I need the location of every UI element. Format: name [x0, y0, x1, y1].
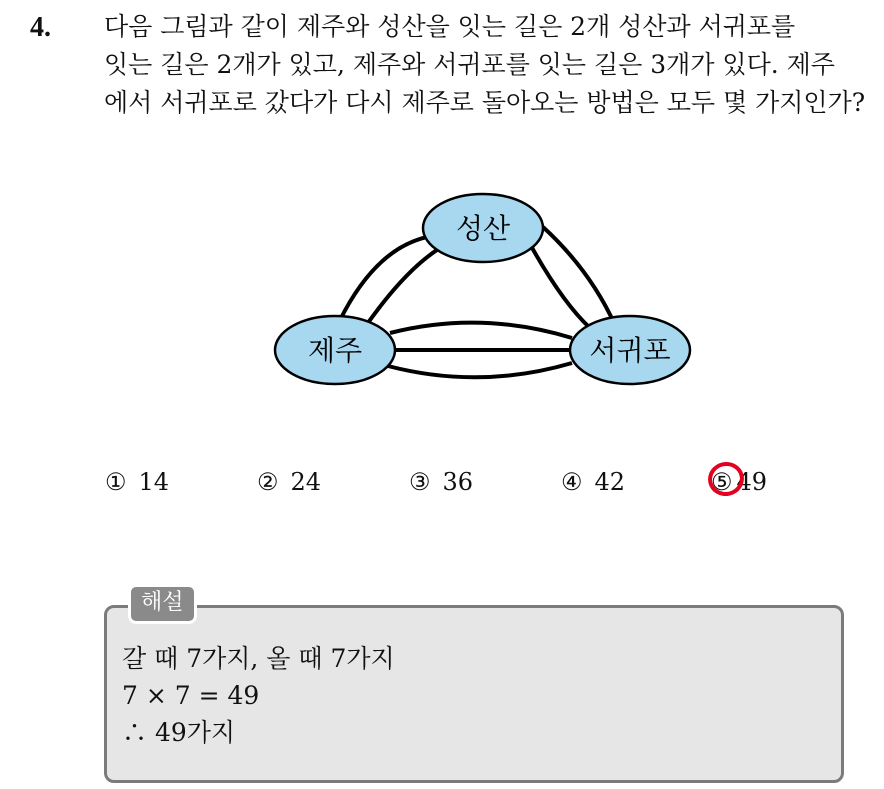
- choice-value: 42: [594, 468, 626, 496]
- choice-1[interactable]: [105, 468, 169, 496]
- solution-line: ∴ 49가지: [122, 718, 236, 747]
- choice-marker: ①: [105, 468, 127, 496]
- question-line: 에서 서귀포로 갔다가 다시 제주로 돌아오는 방법은 모두 몇 가지인가?: [104, 88, 866, 117]
- label-seogwipo: 서귀포: [589, 334, 671, 367]
- question-line: 다음 그림과 같이 제주와 성산을 잇는 길은 2개 성산과 서귀포를: [104, 12, 796, 41]
- road-jeju-seongsan-inner: [365, 248, 440, 327]
- choice-marker: ④: [561, 468, 583, 496]
- choice-value: 36: [442, 468, 474, 496]
- choice-marker: ②: [257, 468, 279, 496]
- label-jeju: 제주: [307, 334, 363, 367]
- solution-line: 갈 때 7가지, 올 때 7가지: [122, 644, 395, 673]
- road-jeju-seongsan-outer: [340, 235, 440, 320]
- road-jeju-seogwipo-top: [390, 323, 572, 338]
- solution-line: 7 × 7 = 49: [122, 681, 260, 710]
- choice-value: 14: [138, 468, 170, 496]
- road-diagram: [260, 180, 710, 410]
- label-seongsan: 성산: [455, 212, 511, 245]
- choice-marker: ③: [409, 468, 431, 496]
- question-text: [104, 8, 864, 122]
- choice-3[interactable]: [409, 468, 473, 496]
- choice-4[interactable]: [561, 468, 625, 496]
- choice-value: 24: [290, 468, 322, 496]
- road-seongsan-seogwipo-outer: [543, 227, 615, 325]
- choice-marker: ⑤: [711, 468, 733, 496]
- road-seongsan-seogwipo-inner: [525, 235, 590, 328]
- solution-text: [122, 640, 395, 751]
- question-line: 잇는 길은 2개가 있고, 제주와 서귀포를 잇는 길은 3개가 있다. 제주: [104, 50, 835, 79]
- road-jeju-seogwipo-bottom: [388, 363, 572, 377]
- problem-number: 4.: [30, 12, 51, 43]
- choice-2[interactable]: [257, 468, 321, 496]
- answer-choices: [105, 468, 825, 508]
- choice-value: 49: [736, 468, 768, 496]
- solution-tag: 해설: [128, 584, 197, 624]
